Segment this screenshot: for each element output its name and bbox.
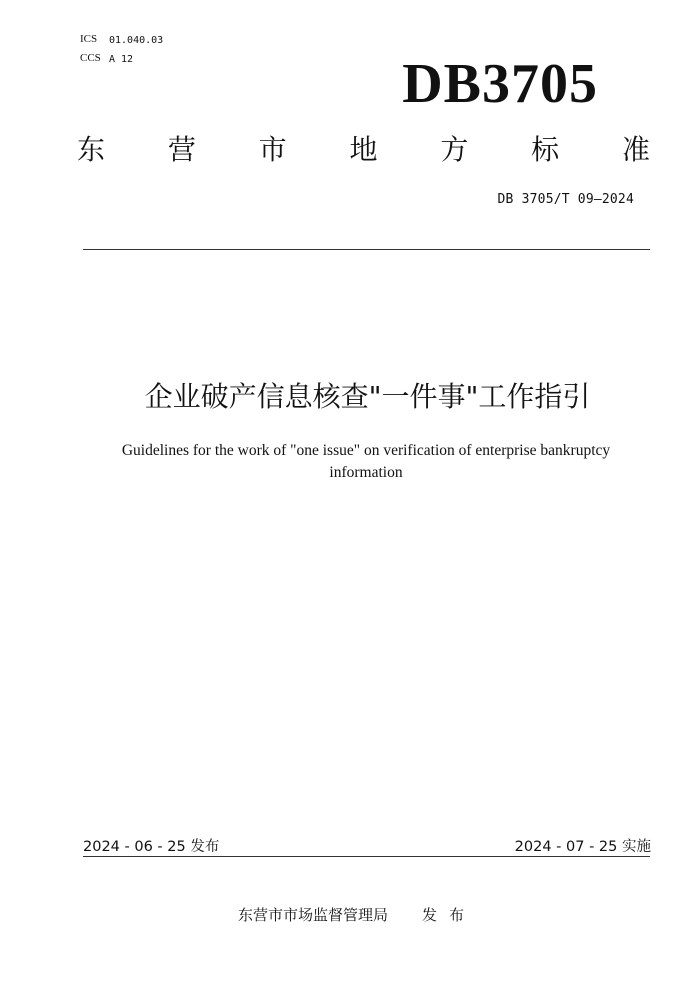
- document-title-english: Guidelines for the work of "one issue" on verification of enterprise bankruptcy information: [121, 442, 611, 481]
- standard-type-char: 标: [531, 133, 560, 166]
- ccs-label: CCS: [80, 52, 101, 64]
- document-title-chinese: 企业破产信息核查"一件事"工作指引: [144, 380, 591, 413]
- standard-type: [77, 133, 650, 166]
- ccs-code: A 12: [109, 54, 134, 65]
- standard-type-char: 营: [167, 133, 196, 166]
- issuer-name: 东营市市场监督管理局: [238, 906, 389, 924]
- ics-label: ICS: [80, 33, 98, 45]
- standard-number: DB 3705/T 09—2024: [497, 192, 634, 207]
- standard-type-char: 地: [349, 133, 378, 166]
- ics-code: 01.040.03: [109, 35, 164, 46]
- publish-date: 2024 - 06 - 25 发布: [83, 839, 220, 855]
- standard-code: DB3705: [402, 53, 598, 115]
- standard-type-char: 市: [258, 133, 287, 166]
- issue-action: 发布: [422, 906, 477, 924]
- header-divider: [83, 249, 650, 250]
- standard-type-char: 方: [440, 133, 469, 166]
- standard-type-char: 准: [621, 133, 650, 166]
- issuer: [238, 904, 476, 925]
- standard-type-char: 东: [77, 133, 106, 166]
- implementation-date: 2024 - 07 - 25 实施: [514, 839, 651, 855]
- footer-divider: [83, 856, 650, 857]
